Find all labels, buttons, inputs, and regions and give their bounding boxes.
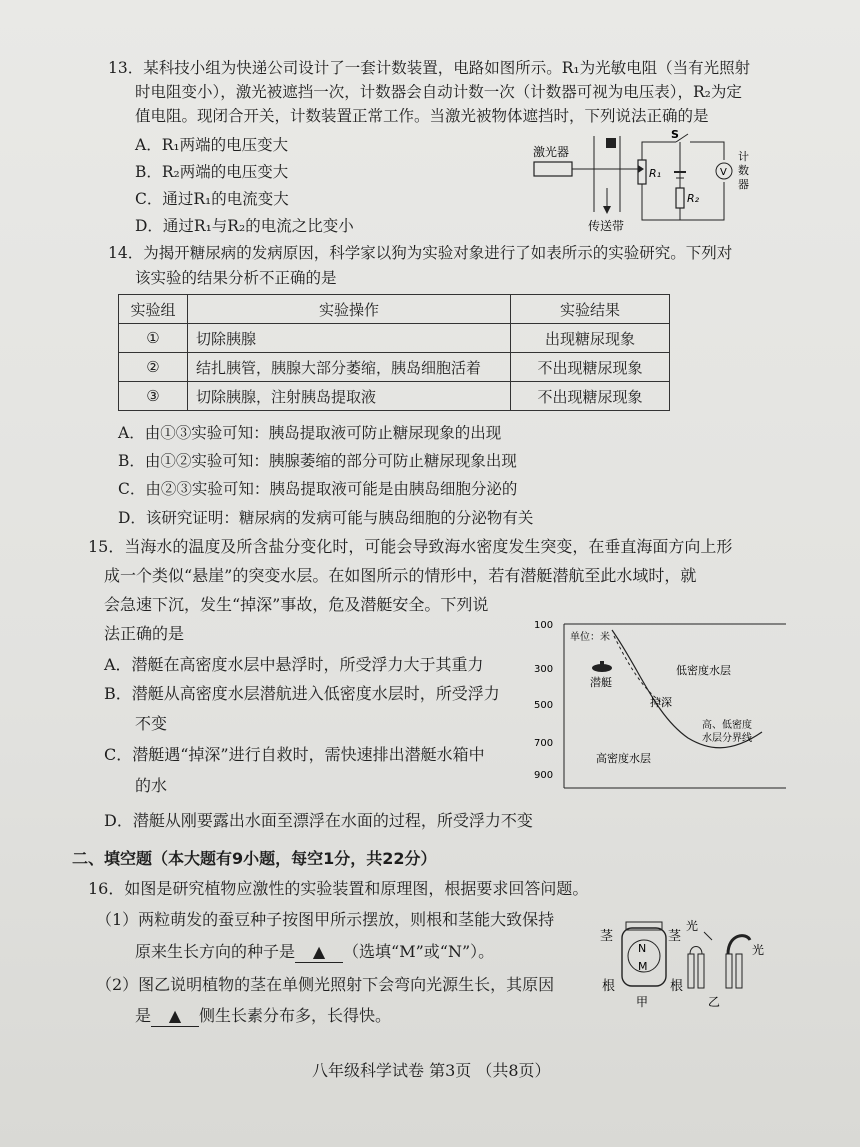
table-header: 实验组 [119,295,188,324]
q16-plant-figure [600,910,770,1010]
q16-part1-line2: 原来生长方向的种子是 ▲ （选填“M”或“N”）。 [135,942,495,961]
svg-text:900: 900 [534,770,554,781]
q14-option-a: A．由①③实验可知：胰岛提取液可防止糖尿现象的出现 [118,424,502,442]
q16-stem: 16．如图是研究植物应激性的实验装置和原理图，根据要求回答问题。 [88,879,589,898]
q15-option-b-line1: B．潜艇从高密度水层潜航进入低密度水层时，所受浮力 [104,684,500,703]
table-cell: 不出现糖尿现象 [511,382,670,411]
q13-option-d: D．通过R₁与R₂的电流之比变小 [135,217,354,235]
svg-text:300: 300 [534,664,554,675]
svg-text:茎: 茎 [600,929,614,944]
q14-stem-line2: 该实验的结果分析不正确的是 [135,269,337,287]
q13-stem-line3: 值电阻。现闭合开关，计数装置正常工作。当激光被物体遮挡时，下列说法正确的是 [135,107,709,125]
svg-text:乙: 乙 [708,995,721,1009]
q15-option-a: A．潜艇在高密度水层中悬浮时，所受浮力大于其重力 [104,655,484,674]
table-cell: 结扎胰管，胰腺大部分萎缩，胰岛细胞活着 [188,353,511,382]
q15-option-c-line1: C．潜艇遇“掉深”进行自救时，需快速排出潜艇水箱中 [104,745,485,764]
q13-option-b: B．R₂两端的电压变大 [135,163,289,181]
svg-text:器: 器 [738,178,749,191]
q13-stem-line1: 13．某科技小组为快递公司设计了一套计数装置，电路如图所示。R₁为光敏电阻（当有光照射 [108,59,751,77]
section-title: 二、填空题（本大题有9小题，每空1分，共22分） [72,849,437,868]
svg-text:掉深: 掉深 [650,696,672,709]
svg-text:R₂: R₂ [687,192,700,205]
svg-text:M: M [638,960,648,973]
svg-text:计: 计 [738,150,749,163]
svg-text:数: 数 [738,164,749,177]
svg-text:甲: 甲 [636,995,649,1009]
svg-text:R₁: R₁ [649,167,662,180]
page-footer: 八年级科学试卷 第3页 （共8页） [312,1061,551,1080]
answer-blank-2[interactable]: ▲ [151,1006,199,1027]
svg-text:光: 光 [686,919,699,933]
q13-stem-line2: 时电阻变小），激光被遮挡一次，计数器会自动计数一次（计数器可视为电压表），R₂为定 [135,83,742,101]
table-row [119,353,670,382]
q16-part2-line1: （2）图乙说明植物的茎在单侧光照射下会弯向光源生长，其原因 [96,975,555,994]
q15-depth-diagram [530,610,792,792]
q14-option-d: D．该研究证明：糖尿病的发病可能与胰岛细胞的分泌物有关 [118,509,534,527]
q16-part2-line2: 是 ▲ 侧生长素分布多，长得快。 [135,1006,392,1025]
svg-text:根: 根 [602,979,616,994]
table-row [119,324,670,353]
experiment-table [118,294,670,411]
table-header-row [119,295,670,324]
svg-text:水层分界线: 水层分界线 [702,733,752,744]
svg-text:S: S [671,130,679,141]
svg-text:茎: 茎 [668,929,682,944]
svg-text:低密度水层: 低密度水层 [676,664,731,677]
table-cell: 切除胰腺 [188,324,511,353]
svg-text:V: V [720,167,727,178]
svg-text:N: N [638,942,647,955]
belt-label: 传送带 [588,219,625,233]
table-cell: ③ [119,382,188,411]
q16-part1-line1: （1）两粒萌发的蚕豆种子按图甲所示摆放，则根和茎能大致保持 [96,910,555,929]
submarine-icon [592,664,612,672]
q15-stem-line1: 15．当海水的温度及所含盐分变化时，可能会导致海水密度发生突变，在垂直海面方向上形 [88,537,733,556]
q15-stem-line2: 成一个类似“悬崖”的突变水层。在如图所示的情形中，若有潜艇潜航至此水域时，就 [104,566,697,585]
svg-text:光: 光 [752,943,765,957]
svg-text:700: 700 [534,738,554,749]
table-cell: 不出现糖尿现象 [511,353,670,382]
q15-option-b-line2: 不变 [135,714,168,733]
svg-text:根: 根 [670,979,684,994]
svg-text:高密度水层: 高密度水层 [596,752,651,765]
q14-option-c: C．由②③实验可知：胰岛提取液可能是由胰岛细胞分泌的 [118,480,518,498]
q15-stem-line3: 会急速下沉，发生“掉深”事故，危及潜艇安全。下列说 [104,595,489,614]
q15-stem-line4: 法正确的是 [104,624,185,643]
table-row [119,382,670,411]
svg-text:单位：米: 单位：米 [570,632,610,643]
laser-label: 激光器 [533,145,570,159]
table-header: 实验结果 [511,295,670,324]
q15-option-d: D．潜艇从刚要露出水面至漂浮在水面的过程，所受浮力不变 [104,811,533,830]
q13-option-c: C．通过R₁的电流变大 [135,190,289,208]
svg-text:500: 500 [534,700,554,711]
table-header: 实验操作 [188,295,511,324]
q14-stem-line1: 14．为揭开糖尿病的发病原因，科学家以狗为实验对象进行了如表所示的实验研究。下列对 [108,244,733,262]
table-cell: 出现糖尿现象 [511,324,670,353]
q15-option-c-line2: 的水 [135,776,168,795]
table-cell: 切除胰腺，注射胰岛提取液 [188,382,511,411]
table-cell: ① [119,324,188,353]
answer-blank-1[interactable]: ▲ [295,942,343,963]
q13-circuit-figure [528,130,768,236]
table-cell: ② [119,353,188,382]
svg-text:潜艇: 潜艇 [590,676,612,689]
svg-text:高、低密度: 高、低密度 [702,720,752,731]
svg-text:100: 100 [534,620,554,631]
q14-option-b: B．由①②实验可知：胰腺萎缩的部分可防止糖尿现象出现 [118,452,517,470]
q13-option-a: A．R₁两端的电压变大 [135,136,289,154]
